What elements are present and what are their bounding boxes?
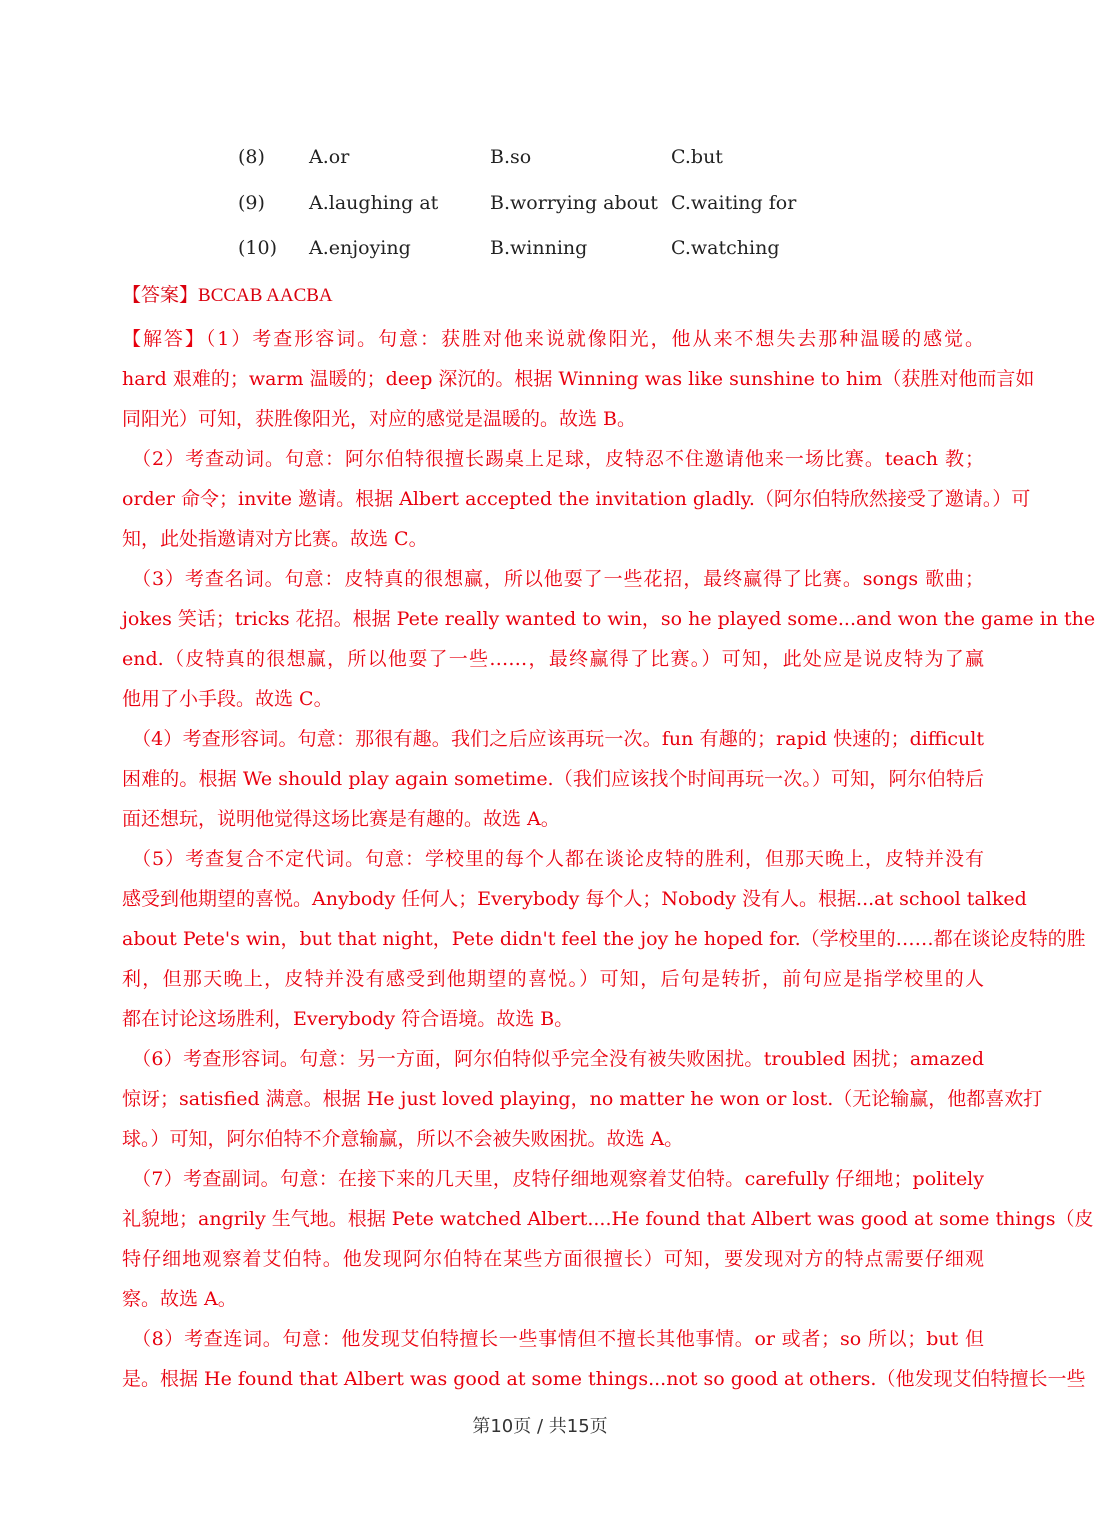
option-c: C.waiting for: [671, 192, 797, 214]
analysis-block: [122, 319, 1095, 1399]
analysis-line: 面还想玩，说明他觉得这场比赛是有趣的。故选 A。: [122, 808, 560, 830]
analysis-line: order 命令；invite 邀请。根据 Albert accepted the invitation gladly.（阿尔伯特欣然接受了邀请。）可: [122, 488, 1031, 510]
analysis-line: 惊讶；satisfied 满意。根据 He just loved playing，no matter he won or lost.（无论输赢，他都喜欢打: [122, 1088, 1043, 1110]
analysis-line: 特仔细地观察着艾伯特。他发现阿尔伯特在某些方面很擅长）可知，要发现对方的特点需要仔细观: [122, 1248, 984, 1270]
analysis-line: about Pete's win，but that night，Pete didn't feel the joy he hoped for.（学校里的……都在谈论皮特的胜: [122, 928, 1086, 950]
option-row: [0, 237, 1080, 277]
analysis-line: 困难的。根据 We should play again sometime.（我们应该找个时间再玩一次。）可知，阿尔伯特后: [122, 768, 984, 790]
analysis-line: （7）考查副词。句意：在接下来的几天里，皮特仔细地观察着艾伯特。carefully 仔细地；politely: [132, 1168, 984, 1190]
option-row: [0, 146, 1080, 186]
question-number: (9): [238, 192, 265, 214]
analysis-line: 【解答】（1）考查形容词。句意：获胜对他来说就像阳光，他从来不想失去那种温暖的感觉。: [122, 328, 984, 350]
analysis-line: 利，但那天晚上，皮特并没有感受到他期望的喜悦。）可知，后句是转折，前句应是指学校里的人: [122, 968, 984, 990]
option-b: B.winning: [490, 237, 588, 259]
analysis-line: （4）考查形容词。句意：那很有趣。我们之后应该再玩一次。fun 有趣的；rapid 快速的；difficult: [132, 728, 984, 750]
page-footer: 第10页 / 共15页: [472, 1416, 608, 1437]
analysis-line: 他用了小手段。故选 C。: [122, 688, 333, 710]
option-a: A.enjoying: [309, 237, 411, 259]
analysis-line: hard 艰难的；warm 温暖的；deep 深沉的。根据 Winning was like sunshine to him（获胜对他而言如: [122, 368, 1035, 390]
analysis-line: （5）考查复合不定代词。句意：学校里的每个人都在谈论皮特的胜利，但那天晚上，皮特并没有: [132, 848, 984, 870]
analysis-line: 察。故选 A。: [122, 1288, 237, 1310]
question-number: (10): [238, 237, 278, 259]
analysis-line: 都在讨论这场胜利，Everybody 符合语境。故选 B。: [122, 1008, 574, 1030]
answer-line: [122, 280, 333, 307]
analysis-line: jokes 笑话；tricks 花招。根据 Pete really wanted to win，so he played some...and won the game in the: [122, 608, 1095, 630]
analysis-line: （6）考查形容词。句意：另一方面，阿尔伯特似乎完全没有被失败困扰。troubled 困扰；amazed: [132, 1048, 984, 1070]
analysis-line: （2）考查动词。句意：阿尔伯特很擅长踢桌上足球，皮特忍不住邀请他来一场比赛。teach 教；: [132, 448, 984, 470]
option-b: B.so: [490, 146, 532, 168]
option-row: [0, 192, 1080, 232]
analysis-line: （3）考查名词。句意：皮特真的很想赢，所以他耍了一些花招，最终赢得了比赛。songs 歌曲；: [132, 568, 984, 590]
option-b: B.worrying about: [490, 192, 658, 214]
analysis-line: 知，此处指邀请对方比赛。故选 C。: [122, 528, 428, 550]
analysis-line: 同阳光）可知，获胜像阳光，对应的感觉是温暖的。故选 B。: [122, 408, 637, 430]
option-c: C.watching: [671, 237, 780, 259]
option-a: A.laughing at: [309, 192, 439, 214]
option-c: C.but: [671, 146, 723, 168]
analysis-line: end.（皮特真的很想赢，所以他耍了一些……，最终赢得了比赛。）可知，此处应是说皮特为了赢: [122, 648, 984, 670]
answer-value: BCCAB AACBA: [198, 285, 333, 306]
analysis-line: 礼貌地；angrily 生气地。根据 Pete watched Albert....He found that Albert was good at some things（皮: [122, 1208, 1094, 1230]
analysis-line: 是。根据 He found that Albert was good at some things...not so good at others.（他发现艾伯特擅长一些: [122, 1368, 1086, 1390]
analysis-line: 感受到他期望的喜悦。Anybody 任何人；Everybody 每个人；Nobody 没有人。根据...at school talked: [122, 888, 1027, 910]
analysis-line: 球。）可知，阿尔伯特不介意输赢，所以不会被失败困扰。故选 A。: [122, 1128, 684, 1150]
question-number: (8): [238, 146, 265, 168]
analysis-line: （8）考查连词。句意：他发现艾伯特擅长一些事情但不擅长其他事情。or 或者；so 所以；but 但: [132, 1328, 984, 1350]
answer-label: 【答案】: [122, 284, 199, 306]
option-a: A.or: [309, 146, 350, 168]
